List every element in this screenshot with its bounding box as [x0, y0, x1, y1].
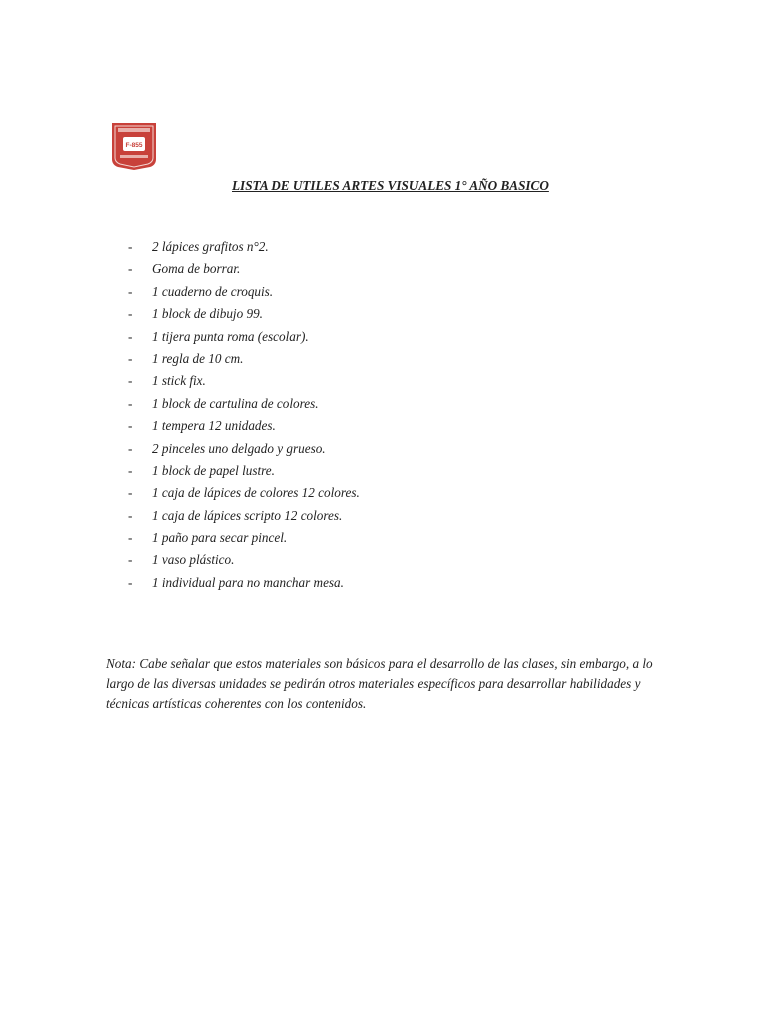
list-item-text: 1 stick fix. [152, 373, 206, 389]
list-item-text: 1 block de cartulina de colores. [152, 395, 319, 411]
list-item-text: 1 paño para secar pincel. [152, 530, 288, 546]
list-item-text: 1 regla de 10 cm. [152, 350, 244, 366]
list-bullet: - [128, 440, 133, 456]
list-item-text: 1 vaso plástico. [152, 552, 235, 568]
list-bullet: - [128, 418, 133, 434]
page-title: LISTA DE UTILES ARTES VISUALES 1° AÑO BASICO [232, 178, 549, 193]
list-item-text: 1 caja de lápices scripto 12 colores. [152, 507, 343, 523]
list-bullet: - [128, 574, 133, 590]
list-item-text: 1 caja de lápices de colores 12 colores. [152, 485, 360, 501]
list-bullet: - [128, 306, 133, 322]
list-bullet: - [128, 373, 133, 389]
list-item-text: 1 tijera punta roma (escolar). [152, 328, 309, 344]
note-paragraph: Nota: Cabe señalar que estos materiales son básicos para el desarrollo de las clases, sin embargo, a lo largo de las diversas unidades se pedirán otros materiales específicos para desarrollar habilidades y técnicas artísticas coherentes con los contenidos. [106, 656, 653, 711]
list-item-text: Goma de borrar. [152, 261, 241, 277]
list-bullet: - [128, 261, 133, 277]
list-item-text: 2 pinceles uno delgado y grueso. [152, 440, 326, 456]
list-item-text: 1 tempera 12 unidades. [152, 418, 276, 434]
school-logo [110, 121, 158, 171]
list-item-text: 2 lápices grafitos n°2. [152, 239, 269, 254]
list-bullet: - [128, 507, 133, 523]
list-bullet: - [128, 530, 133, 546]
list-item-text: 1 block de papel lustre. [152, 462, 275, 478]
logo-label: F-855 [125, 142, 143, 149]
list-bullet: - [128, 239, 133, 254]
list-item-text: 1 cuaderno de croquis. [152, 283, 274, 299]
list-bullet: - [128, 328, 133, 344]
list-bullet: - [128, 283, 133, 299]
list-item-text: 1 block de dibujo 99. [152, 306, 263, 322]
list-bullet: - [128, 552, 133, 568]
list-bullet: - [128, 350, 133, 366]
list-item-text: 1 individual para no manchar mesa. [152, 574, 344, 590]
list-bullet: - [128, 462, 133, 478]
list-bullet: - [128, 485, 133, 501]
list-bullet: - [128, 395, 133, 411]
